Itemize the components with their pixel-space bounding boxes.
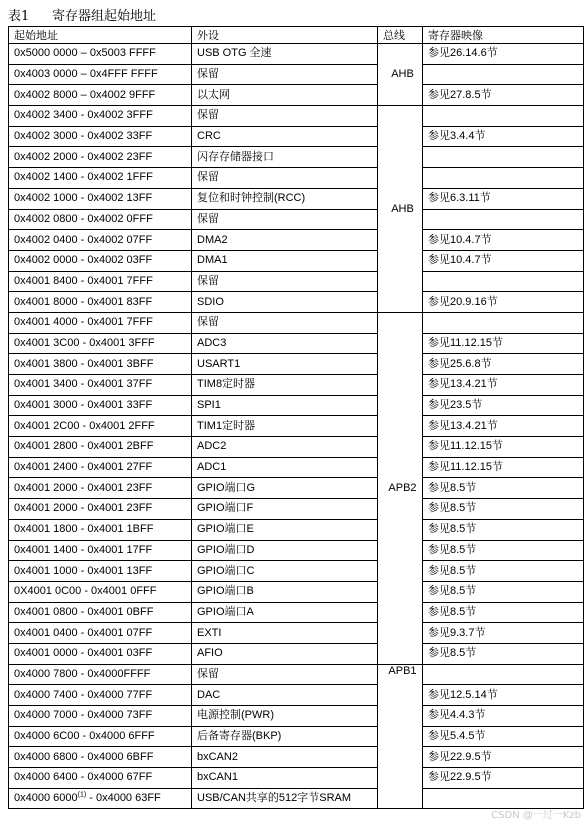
reference-cell: 参见23.5节 — [423, 395, 584, 416]
bus-cell: AHB — [378, 106, 423, 313]
peripheral-cell: ADC1 — [192, 457, 378, 478]
address-cell: 0x4002 3000 - 0x4002 33FF — [9, 126, 192, 147]
reference-cell: 参见26.14.6节 — [423, 44, 584, 65]
reference-cell: 参见10.4.7节 — [423, 250, 584, 271]
address-cell: 0x4001 1400 - 0x4001 17FF — [9, 540, 192, 561]
reference-cell — [423, 271, 584, 292]
peripheral-cell: TIM8定时器 — [192, 375, 378, 396]
peripheral-cell: GPIO端口C — [192, 561, 378, 582]
table-row — [9, 395, 584, 416]
address-cell: 0x4001 3C00 - 0x4001 3FFF — [9, 333, 192, 354]
reference-cell: 参见8.5节 — [423, 602, 584, 623]
peripheral-cell: GPIO端口F — [192, 499, 378, 520]
address-cell: 0x5000 0000 – 0x5003 FFFF — [9, 44, 192, 65]
reference-cell: 参见27.8.5节 — [423, 85, 584, 106]
peripheral-cell: 保留 — [192, 271, 378, 292]
table-row — [9, 375, 584, 396]
address-cell: 0x4001 2400 - 0x4001 27FF — [9, 457, 192, 478]
address-cell: 0x4000 6800 - 0x4000 6BFF — [9, 747, 192, 768]
table-row — [9, 85, 584, 106]
reference-cell: 参见20.9.16节 — [423, 292, 584, 313]
address-cell: 0x4001 3800 - 0x4001 3BFF — [9, 354, 192, 375]
table-row — [9, 230, 584, 251]
table-row — [9, 499, 584, 520]
address-cell: 0x4001 2000 - 0x4001 23FF — [9, 478, 192, 499]
table-row — [9, 457, 584, 478]
address-cell: 0x4001 2C00 - 0x4001 2FFF — [9, 416, 192, 437]
header-address: 起始地址 — [9, 27, 192, 44]
peripheral-cell: ADC2 — [192, 437, 378, 458]
peripheral-cell: USART1 — [192, 354, 378, 375]
address-end: - 0x4000 63FF — [86, 792, 161, 805]
peripheral-cell: 闪存存储器接口 — [192, 147, 378, 168]
bus-cell: APB1 — [378, 664, 423, 809]
table-row — [9, 602, 584, 623]
table-row — [9, 188, 584, 209]
table-row — [9, 250, 584, 271]
table-row — [9, 126, 584, 147]
address-cell: 0x4001 3000 - 0x4001 33FF — [9, 395, 192, 416]
table-row — [9, 623, 584, 644]
address-cell: 0x4002 8000 – 0x4002 9FFF — [9, 85, 192, 106]
address-cell: 0x4001 0800 - 0x4001 0BFF — [9, 602, 192, 623]
address-cell: 0x4001 1000 - 0x4001 13FF — [9, 561, 192, 582]
address-cell: 0x4002 3400 - 0x4002 3FFF — [9, 106, 192, 127]
address-cell: 0x4000 7000 - 0x4000 73FF — [9, 706, 192, 727]
address-cell — [9, 788, 192, 809]
reference-cell: 参见10.4.7节 — [423, 230, 584, 251]
peripheral-cell: DAC — [192, 685, 378, 706]
reference-cell: 参见11.12.15节 — [423, 457, 584, 478]
reference-cell: 参见8.5节 — [423, 581, 584, 602]
reference-cell — [423, 312, 584, 333]
peripheral-cell: 复位和时钟控制(RCC) — [192, 188, 378, 209]
reference-cell: 参见22.9.5节 — [423, 768, 584, 789]
address-cell: 0x4001 2000 - 0x4001 23FF — [9, 499, 192, 520]
table-row — [9, 706, 584, 727]
address-cell: 0x4001 8400 - 0x4001 7FFF — [9, 271, 192, 292]
peripheral-cell: 保留 — [192, 64, 378, 85]
table-row — [9, 768, 584, 789]
address-cell: 0x4002 0800 - 0x4002 0FFF — [9, 209, 192, 230]
table-title: 寄存器组起始地址 — [52, 9, 157, 24]
peripheral-cell: GPIO端口E — [192, 519, 378, 540]
peripheral-cell: 保留 — [192, 168, 378, 189]
address-cell: 0x4003 0000 – 0x4FFF FFFF — [9, 64, 192, 85]
peripheral-cell: AFIO — [192, 643, 378, 664]
table-row — [9, 44, 584, 65]
table-row — [9, 209, 584, 230]
watermark: CSDN @一过一Kzb — [491, 810, 581, 821]
peripheral-cell: ADC3 — [192, 333, 378, 354]
reference-cell: 参见6.3.11节 — [423, 188, 584, 209]
address-cell: 0X4001 0C00 - 0x4001 0FFF — [9, 581, 192, 602]
table-row — [9, 64, 584, 85]
table-number: 表1 — [8, 9, 30, 24]
register-map-table — [8, 26, 584, 809]
table-row — [9, 106, 584, 127]
reference-cell — [423, 106, 584, 127]
bus-cell: APB2 — [378, 312, 423, 664]
table-row — [9, 168, 584, 189]
address-cell: 0x4002 2000 - 0x4002 23FF — [9, 147, 192, 168]
peripheral-cell: SPI1 — [192, 395, 378, 416]
reference-cell: 参见5.4.5节 — [423, 726, 584, 747]
table-row — [9, 540, 584, 561]
reference-cell — [423, 147, 584, 168]
address-cell: 0x4001 8000 - 0x4001 83FF — [9, 292, 192, 313]
table-caption — [8, 5, 156, 24]
address-cell: 0x4001 3400 - 0x4001 37FF — [9, 375, 192, 396]
address-cell: 0x4001 2800 - 0x4001 2BFF — [9, 437, 192, 458]
reference-cell: 参见8.5节 — [423, 499, 584, 520]
table-row — [9, 478, 584, 499]
reference-cell: 参见8.5节 — [423, 561, 584, 582]
reference-cell: 参见8.5节 — [423, 643, 584, 664]
peripheral-cell: 以太网 — [192, 85, 378, 106]
reference-cell: 参见13.4.21节 — [423, 416, 584, 437]
peripheral-cell: bxCAN2 — [192, 747, 378, 768]
peripheral-cell: DMA1 — [192, 250, 378, 271]
peripheral-cell: TIM1定时器 — [192, 416, 378, 437]
peripheral-cell: 保留 — [192, 664, 378, 685]
peripheral-cell: DMA2 — [192, 230, 378, 251]
peripheral-cell: EXTI — [192, 623, 378, 644]
peripheral-cell: GPIO端口A — [192, 602, 378, 623]
address-cell: 0x4000 7800 - 0x4000FFFF — [9, 664, 192, 685]
peripheral-cell: bxCAN1 — [192, 768, 378, 789]
header-reference: 寄存器映像 — [423, 27, 584, 44]
table-row — [9, 519, 584, 540]
address-cell: 0x4002 0000 - 0x4002 03FF — [9, 250, 192, 271]
reference-cell: 参见9.3.7节 — [423, 623, 584, 644]
peripheral-cell: 保留 — [192, 106, 378, 127]
table-row — [9, 354, 584, 375]
table-row — [9, 312, 584, 333]
table-row — [9, 561, 584, 582]
reference-cell: 参见12.5.14节 — [423, 685, 584, 706]
address-cell: 0x4001 4000 - 0x4001 7FFF — [9, 312, 192, 333]
reference-cell: 参见4.4.3节 — [423, 706, 584, 727]
table-row — [9, 685, 584, 706]
table-row — [9, 581, 584, 602]
table-row — [9, 292, 584, 313]
reference-cell: 参见11.12.15节 — [423, 437, 584, 458]
table-row — [9, 747, 584, 768]
peripheral-cell: SDIO — [192, 292, 378, 313]
table-header-row — [9, 27, 584, 44]
reference-cell: 参见8.5节 — [423, 478, 584, 499]
address-cell: 0x4001 0000 - 0x4001 03FF — [9, 643, 192, 664]
address-cell: 0x4000 7400 - 0x4000 77FF — [9, 685, 192, 706]
table-row — [9, 271, 584, 292]
peripheral-cell: GPIO端口B — [192, 581, 378, 602]
table-row — [9, 147, 584, 168]
address-start: 0x4000 6000 — [14, 792, 78, 805]
address-cell: 0x4001 0400 - 0x4001 07FF — [9, 623, 192, 644]
address-cell: 0x4000 6400 - 0x4000 67FF — [9, 768, 192, 789]
peripheral-cell: 后备寄存器(BKP) — [192, 726, 378, 747]
peripheral-cell: USB/CAN共享的512字节SRAM — [192, 788, 378, 809]
table-row — [9, 643, 584, 664]
address-cell: 0x4002 1400 - 0x4002 1FFF — [9, 168, 192, 189]
table-row — [9, 437, 584, 458]
header-bus: 总线 — [378, 27, 423, 44]
reference-cell — [423, 664, 584, 685]
bus-cell: AHB — [378, 44, 423, 106]
header-peripheral: 外设 — [192, 27, 378, 44]
peripheral-cell: 保留 — [192, 209, 378, 230]
peripheral-cell: CRC — [192, 126, 378, 147]
reference-cell: 参见8.5节 — [423, 519, 584, 540]
address-cell: 0x4002 1000 - 0x4002 13FF — [9, 188, 192, 209]
table-row — [9, 664, 584, 685]
reference-cell: 参见22.9.5节 — [423, 747, 584, 768]
reference-cell — [423, 168, 584, 189]
reference-cell: 参见11.12.15节 — [423, 333, 584, 354]
peripheral-cell: GPIO端口D — [192, 540, 378, 561]
table-row — [9, 416, 584, 437]
reference-cell: 参见25.6.8节 — [423, 354, 584, 375]
footnote-marker: (1) — [77, 791, 87, 799]
address-cell: 0x4000 6C00 - 0x4000 6FFF — [9, 726, 192, 747]
reference-cell: 参见13.4.21节 — [423, 375, 584, 396]
address-cell: 0x4001 1800 - 0x4001 1BFF — [9, 519, 192, 540]
peripheral-cell: 保留 — [192, 312, 378, 333]
reference-cell — [423, 64, 584, 85]
peripheral-cell: GPIO端口G — [192, 478, 378, 499]
reference-cell: 参见8.5节 — [423, 540, 584, 561]
reference-cell — [423, 209, 584, 230]
peripheral-cell: USB OTG 全速 — [192, 44, 378, 65]
reference-cell: 参见3.4.4节 — [423, 126, 584, 147]
table-row — [9, 333, 584, 354]
peripheral-cell: 电源控制(PWR) — [192, 706, 378, 727]
address-cell: 0x4002 0400 - 0x4002 07FF — [9, 230, 192, 251]
table-row — [9, 726, 584, 747]
